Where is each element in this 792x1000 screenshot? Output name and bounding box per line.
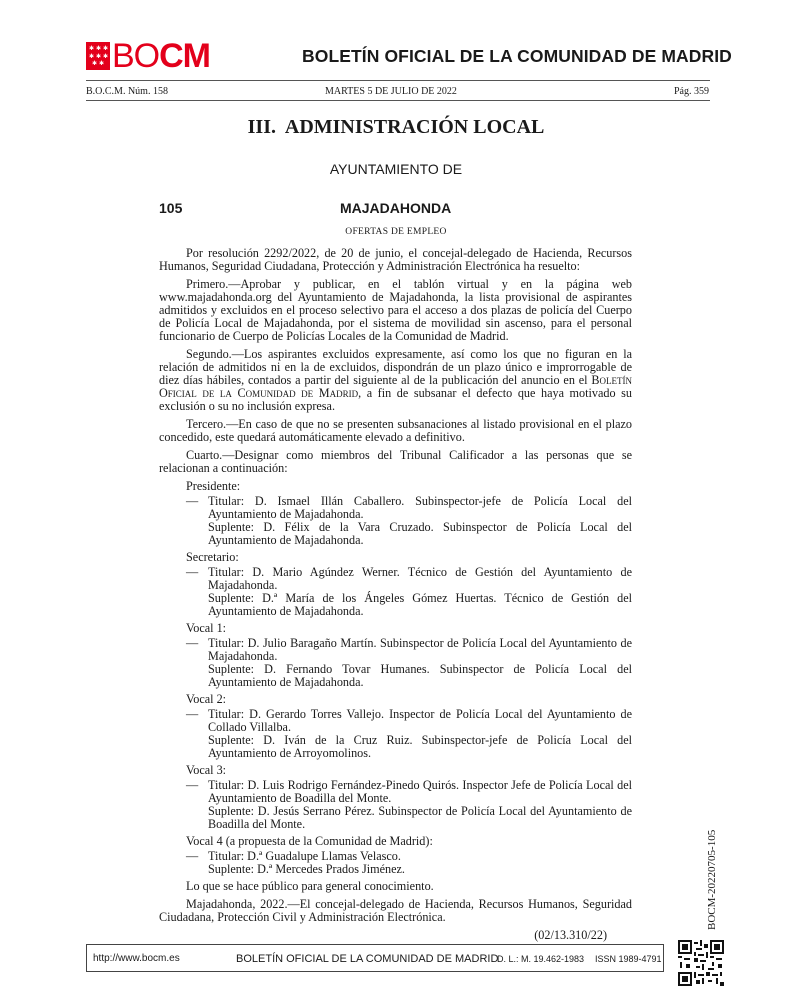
document-code: BOCM-20220705-105 [706, 829, 718, 930]
titular-text: Titular: D.ª Guadalupe Llamas Velasco. [208, 849, 401, 863]
suplente-text: Suplente: D. Félix de la Vara Cruzado. Subinspector de Policía Local del Ayuntamiento de Majadahonda. [208, 520, 632, 547]
role-label: Vocal 4 (a propuesta de la Comunidad de Madrid): [186, 834, 433, 848]
cuarto-paragraph: Cuarto.—Designar como miembros del Tribunal Calificador a las personas que se relacionan a continuación: [159, 448, 632, 475]
signature-paragraph: Majadahonda, 2022.—El concejal-delegado de Hacienda, Recursos Humanos, Seguridad Ciudadana, Protección Civil y Administración Electrónica. [159, 897, 632, 924]
bulletin-name: Boletín Oficial de la Comunidad de Madrid [159, 373, 632, 400]
member-entry [159, 566, 632, 618]
titular-text: Titular: D. Luis Rodrigo Fernández-Pinedo Quirós. Inspector Jefe de Policía Local del Ayuntamiento de Boadilla del Monte. [208, 778, 632, 805]
titular-text: Titular: D. Mario Agúndez Werner. Técnico de Gestión del Ayuntamiento de Majadahonda. [208, 565, 632, 592]
issn: ISSN 1989-4791 [595, 954, 662, 964]
madrid-stars-icon: ✱ ✱ ✱ ✱ ✱ ✱ ✱ ✱ [86, 42, 110, 70]
footer-url-link[interactable]: http://www.bocm.es [93, 953, 180, 964]
tercero-paragraph: Tercero.—En caso de que no se presenten subsanaciones al listado provisional en el plazo concedido, este quedará automáticamente elevado a definitivo. [159, 417, 632, 444]
announcement-number: 105 [159, 200, 183, 216]
entity-heading: AYUNTAMIENTO DE [329, 161, 463, 177]
legal-deposit: D. L.: M. 19.462-1983 [497, 954, 585, 964]
dash-marker: — [186, 494, 199, 508]
member-entry [159, 637, 632, 689]
role-label: Vocal 3: [186, 763, 227, 777]
role-label: Vocal 1: [186, 621, 227, 635]
header-rule [86, 100, 710, 101]
municipality-name: MAJADAHONDA [340, 200, 452, 216]
suplente-text: Suplente: D.ª María de los Ángeles Gómez Huertas. Técnico de Gestión del Ayuntamiento de Majadahonda. [208, 591, 632, 618]
role-label: Secretario: [186, 550, 239, 564]
subsection-title: OFERTAS DE EMPLEO [345, 227, 447, 237]
qr-code-icon [678, 940, 724, 986]
intro-paragraph: Por resolución 2292/2022, de 20 de junio, el concejal-delegado de Hacienda, Recursos Humanos, Seguridad Ciudadana, Protección y Administración Electrónica ha resuelto: [159, 246, 632, 273]
member-entry [159, 495, 632, 547]
suplente-text: Suplente: D.ª Mercedes Prados Jiménez. [208, 862, 405, 876]
role-label: Vocal 2: [186, 692, 227, 706]
segundo-paragraph: Segundo.—Los aspirantes excluidos expresamente, así como los que no figuran en la relación de admitidos ni en la de excluidos, dispondrán de un plazo único e improrrogable de diez días hábiles, contados a partir del siguiente al de la publicación del anuncio en el Boletín Oficial de la Comunidad de Madrid, a fin de subsanar el defecto que haya motivado su exclusión o su no inclusión expresa. [159, 347, 632, 413]
titular-text: Titular: D. Julio Baragaño Martín. Subinspector de Policía Local del Ayuntamiento de Majadahonda. [208, 636, 632, 663]
logo-wordmark: BOCM [112, 37, 211, 75]
member-entry [159, 779, 632, 831]
dash-marker: — [186, 636, 199, 650]
issue-number: B.O.C.M. Núm. 158 [86, 86, 168, 97]
titular-text: Titular: D. Gerardo Torres Vallejo. Inspector de Policía Local del Ayuntamiento de Collado Villalba. [208, 707, 632, 734]
reference-code: (02/13.310/22) [534, 928, 607, 942]
suplente-text: Suplente: D. Jesús Serrano Pérez. Subinspector de Policía Local del Ayuntamiento de Boadilla del Monte. [208, 804, 632, 831]
primero-paragraph: Primero.—Aprobar y publicar, en el tablón virtual y en la página web www.majadahonda.org del Ayuntamiento de Majadahonda, la lista provisional de aspirantes admitidos y excluidos en el proceso selectivo para el acceso a dos plazas de policía del Cuerpo de Policía Local de Majadahonda, por el sistema de movilidad sin ascenso, para el personal funcionario de Cuerpo de Policías Locales de la Comunidad de Madrid. [159, 277, 632, 343]
dash-marker: — [186, 778, 199, 792]
dash-marker: — [186, 707, 199, 721]
page-number: Pág. 359 [674, 86, 709, 97]
suplente-text: Suplente: D. Iván de la Cruz Ruiz. Subinspector-jefe de Policía Local del Ayuntamiento de Arroyomolinos. [208, 733, 632, 760]
suplente-text: Suplente: D. Fernando Tovar Humanes. Subinspector de Policía Local del Ayuntamiento de Majadahonda. [208, 662, 632, 689]
bocm-logo [86, 37, 211, 75]
member-entry [159, 708, 632, 760]
closing-paragraph: Lo que se hace público para general conocimiento. [186, 879, 434, 893]
announcement-body [159, 247, 632, 947]
member-entry [159, 850, 632, 876]
section-heading: III. ADMINISTRACIÓN LOCAL [247, 116, 545, 138]
dash-marker: — [186, 565, 199, 579]
issue-date: MARTES 5 DE JULIO DE 2022 [325, 86, 457, 97]
footer-title: BOLETÍN OFICIAL DE LA COMUNIDAD DE MADRID [236, 953, 499, 965]
dash-marker: — [186, 849, 199, 863]
titular-text: Titular: D. Ismael Illán Caballero. Subinspector-jefe de Policía Local del Ayuntamiento de Majadahonda. [208, 494, 632, 521]
header-rule [86, 80, 710, 81]
role-label: Presidente: [186, 479, 241, 493]
header-title: BOLETÍN OFICIAL DE LA COMUNIDAD DE MADRID [302, 46, 732, 66]
